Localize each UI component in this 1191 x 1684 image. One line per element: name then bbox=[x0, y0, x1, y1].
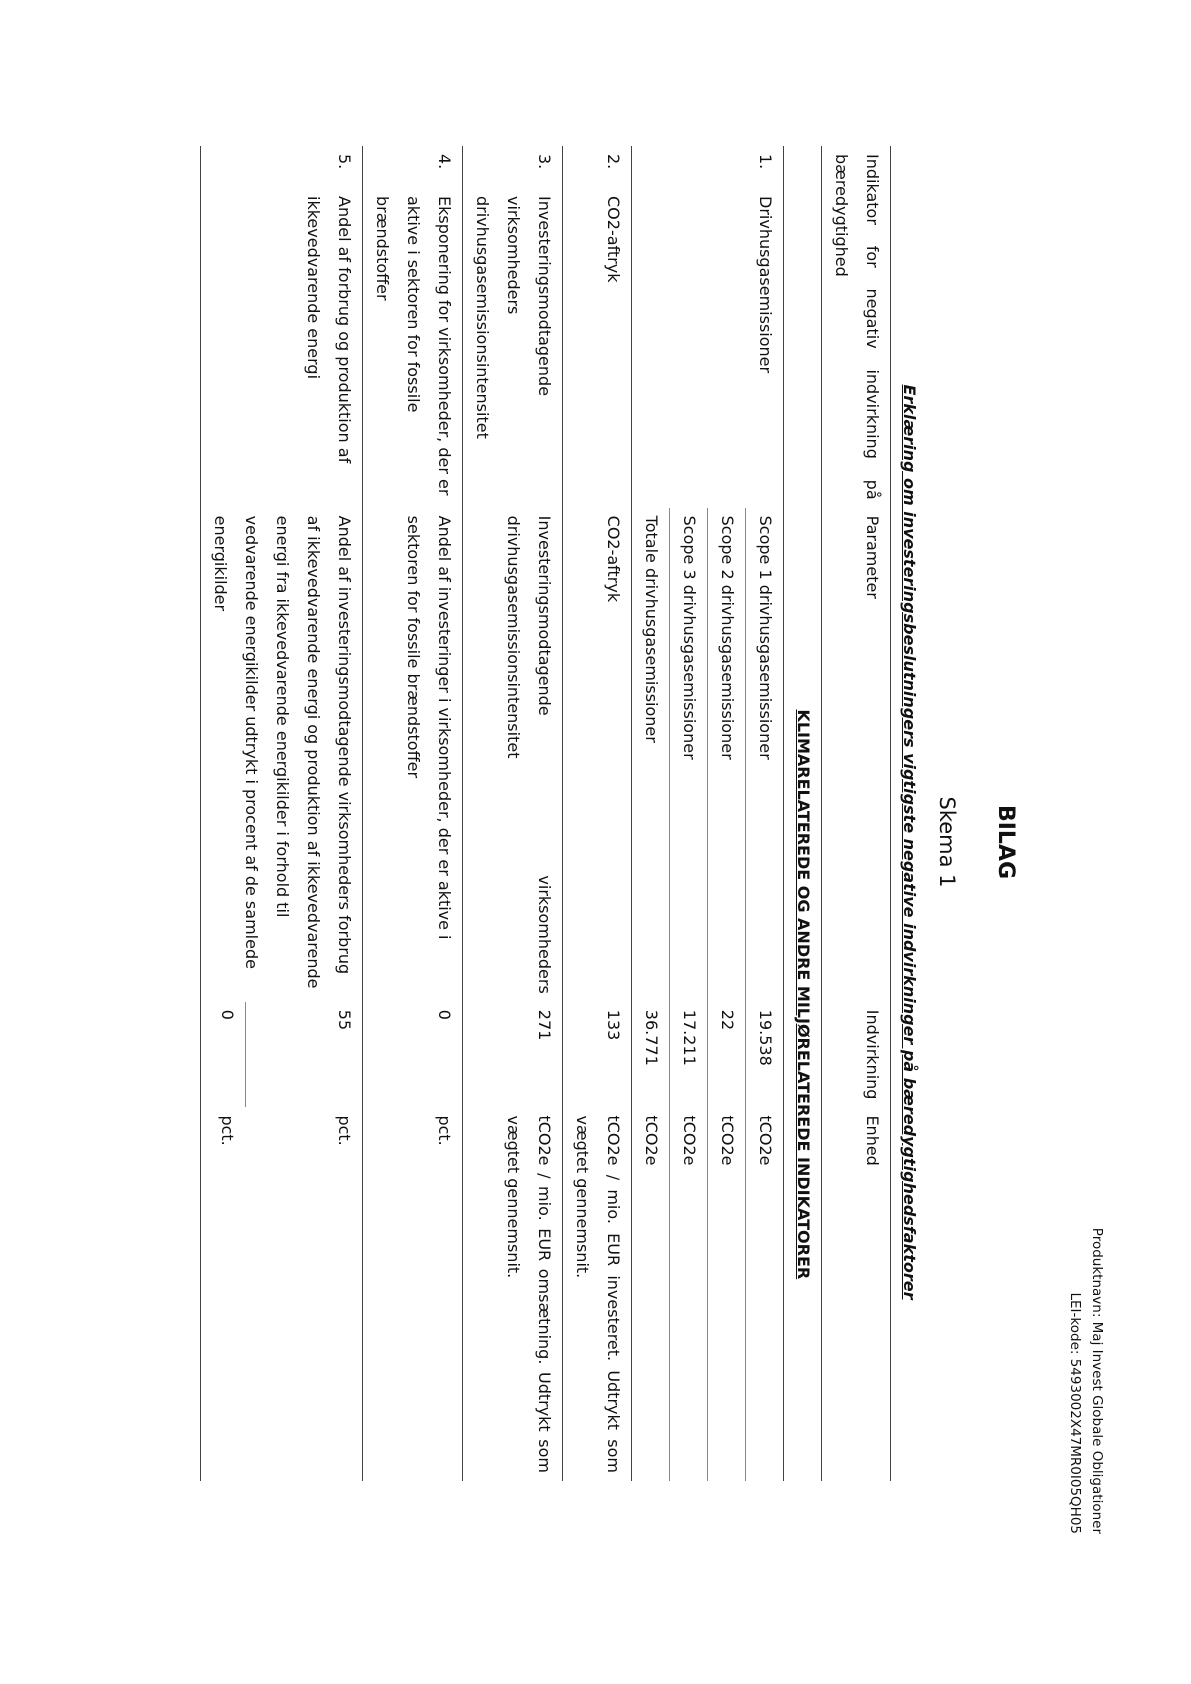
unit-cell: tCO2e bbox=[708, 1107, 746, 1239]
parameter-cell: Andel af investeringer i virksomheder, der er aktive i sektoren for fossile brændstoffer bbox=[363, 508, 463, 1002]
header-impact: Indvirkning bbox=[822, 1002, 891, 1108]
table-row bbox=[563, 146, 632, 1481]
unit-cell: tCO2e bbox=[746, 1107, 784, 1239]
parameter-cell: Scope 3 drivhusgasemissioner bbox=[670, 508, 708, 1002]
row-number: 4. bbox=[435, 154, 454, 170]
parameter-cell: Scope 2 drivhusgasemissioner bbox=[708, 508, 746, 1002]
impact-cell: 271 bbox=[463, 1002, 563, 1108]
parameter-cell: Totale drivhusgasemissioner bbox=[632, 508, 670, 1002]
indicator-text: Drivhusgasemissioner bbox=[756, 196, 775, 374]
impact-cell: 55 bbox=[246, 1002, 363, 1108]
indicator-cell bbox=[201, 146, 363, 508]
unit-cell: tCO2e / mio. EUR investeret. Udtrykt som vægtet gennemsnit. bbox=[563, 1107, 632, 1481]
unit-cell: pct. bbox=[335, 1115, 354, 1146]
parameter-cell: Scope 1 drivhusgasemissioner bbox=[746, 508, 784, 1002]
row-number: 5. bbox=[335, 154, 354, 170]
impact-cell: 36.771 bbox=[632, 1002, 670, 1108]
indicator-text: Eksponering for virksomheder, der er aktive i sektoren for fossile brændstoffer bbox=[373, 196, 454, 496]
row-number: 2. bbox=[604, 154, 623, 170]
lei-code: LEI-kode: 5493002X47MR0I05QH05 bbox=[1067, 1292, 1083, 1534]
impact-cell: 0 bbox=[201, 1002, 246, 1108]
table-header-row bbox=[822, 146, 891, 1481]
section-heading: KLIMARELATEREDE OG ANDRE MILJØRELATEREDE INDIKATORER bbox=[784, 508, 822, 1481]
impact-cell: 0 bbox=[363, 1002, 463, 1108]
table-row bbox=[463, 146, 563, 1481]
indicator-cell bbox=[463, 146, 563, 508]
impact-cell: 19.538 bbox=[746, 1002, 784, 1108]
schema-title: Skema 1 bbox=[935, 796, 959, 888]
parameter-cell: CO2-aftryk bbox=[563, 508, 632, 1002]
unit-cell: tCO2e / mio. EUR omsætning. Udtrykt som vægtet gennemsnit. bbox=[463, 1107, 563, 1481]
impact-cell: 17.211 bbox=[670, 1002, 708, 1108]
pai-table bbox=[200, 146, 891, 1481]
section-row bbox=[784, 146, 822, 1481]
table-row bbox=[246, 146, 363, 1481]
indicator-cell bbox=[363, 146, 463, 508]
table-row bbox=[746, 146, 784, 1481]
row-number: 3. bbox=[535, 154, 554, 170]
unit-cell: tCO2e bbox=[632, 1107, 670, 1239]
unit-cell: pct. bbox=[363, 1107, 463, 1481]
table-row bbox=[363, 146, 463, 1481]
header-indicator: Indikator for negativ indvirkning på bæredygtighed bbox=[822, 146, 891, 508]
indicator-cell bbox=[563, 146, 632, 508]
table-caption: Erklæring om investeringsbeslutningers vigtigste negative indvirkninger på bæredygtighedsfaktorer bbox=[900, 384, 919, 1300]
parameter-cell: Andel af investeringsmodtagende virksomheders forbrug af ikkevedvarende energi og produktion af ikkevedvarende energi fra ikkevedvarende energikilder i forhold til vedvarende energikilder udtrykt i procent af de samlede energikilder bbox=[201, 508, 363, 1002]
indicator-text: CO2-aftryk bbox=[604, 196, 623, 283]
parameter-cell: Investeringsmodtagende virksomheders drivhusgasemissionsintensitet bbox=[463, 508, 563, 1002]
product-name: Produktnavn: Maj Invest Globale Obligationer bbox=[1089, 1227, 1105, 1534]
indicator-text: Investeringsmodtagende virksomheders drivhusgasemissionsintensitet bbox=[473, 196, 554, 439]
header-unit: Enhed bbox=[822, 1107, 891, 1239]
header-parameter: Parameter bbox=[822, 508, 891, 1002]
indicator-cell bbox=[632, 146, 784, 508]
row-number: 1. bbox=[756, 154, 775, 170]
unit-cell: pct. bbox=[201, 1107, 246, 1481]
impact-cell: 133 bbox=[563, 1002, 632, 1108]
impact-cell: 22 bbox=[708, 1002, 746, 1108]
page-title: BILAG bbox=[993, 804, 1018, 880]
unit-cell: tCO2e bbox=[670, 1107, 708, 1239]
indicator-text: Andel af forbrug og produktion af ikkevedvarende energi bbox=[304, 196, 354, 464]
